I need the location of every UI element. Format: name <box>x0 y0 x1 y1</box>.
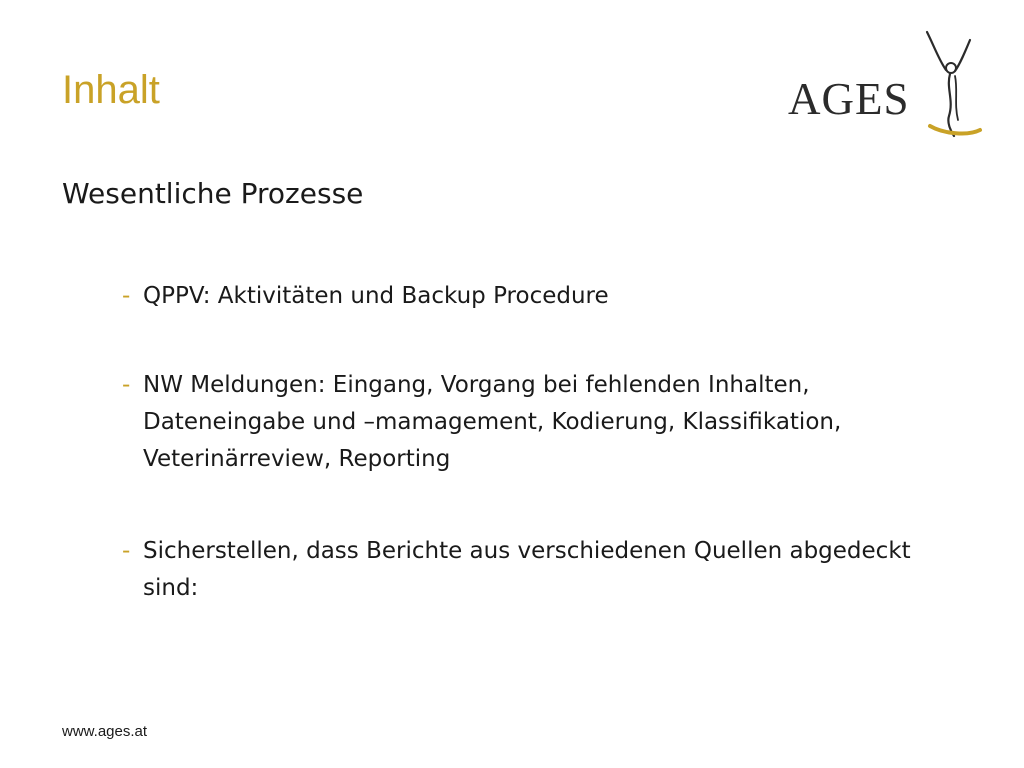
footer-url: www.ages.at <box>62 723 148 740</box>
bullet-text: QPPV: Aktivitäten und Backup Procedure <box>143 283 609 309</box>
bullet-marker: - <box>122 538 131 564</box>
bullet-text: Sicherstellen, dass Berichte aus verschiedenen Quellen abgedeckt sind: <box>143 538 911 601</box>
bullet-text: NW Meldungen: Eingang, Vorgang bei fehlenden Inhalten, Dateneingabe und –mamagement, Kodierung, Klassifikation, Veterinärreview, Reporting <box>143 372 842 472</box>
ages-logo <box>784 30 984 145</box>
ages-figure-icon <box>927 32 980 136</box>
bullet-item <box>122 367 972 478</box>
bullet-marker: - <box>122 372 131 398</box>
bullet-item <box>122 278 972 315</box>
bullet-marker: - <box>122 283 131 309</box>
bullet-item <box>122 533 972 607</box>
section-subtitle: Wesentliche Prozesse <box>62 177 364 210</box>
logo-wordmark: AGES <box>788 74 910 124</box>
slide-title: Inhalt <box>62 68 160 112</box>
